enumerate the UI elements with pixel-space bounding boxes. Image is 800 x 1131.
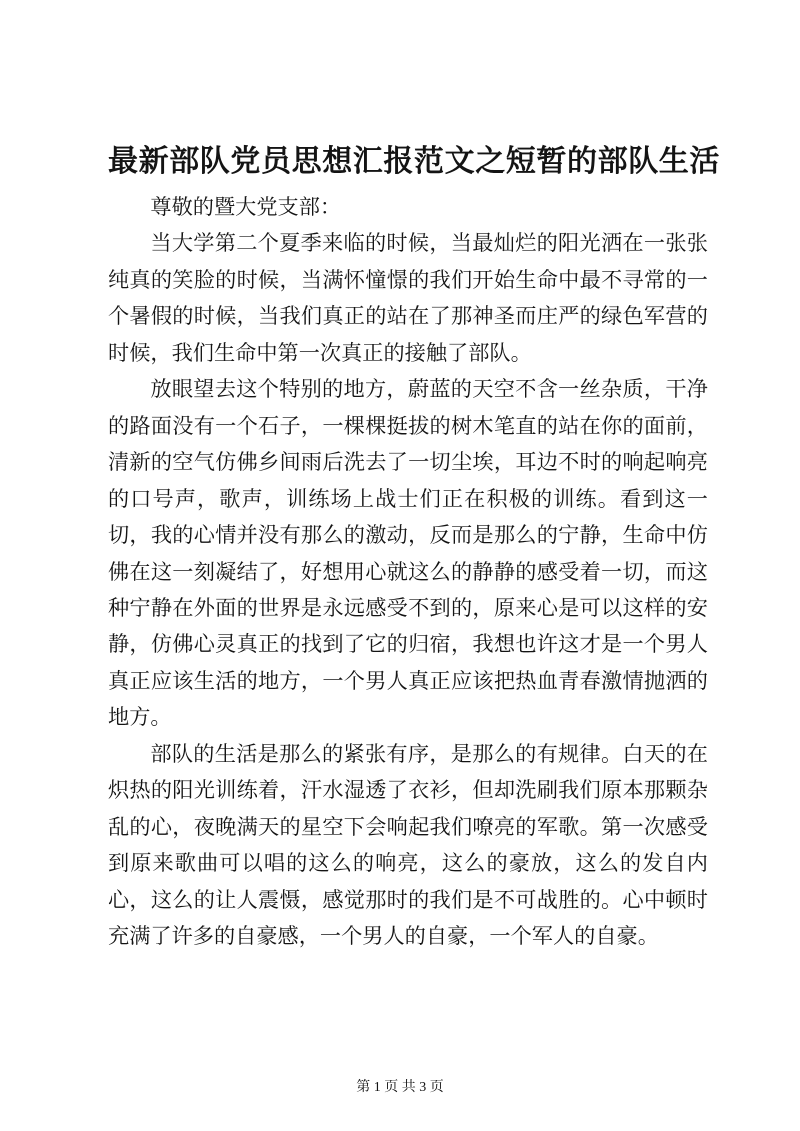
page-footer: 第 1 页 共 3 页 xyxy=(356,1080,444,1095)
paragraph-1: 当大学第二个夏季来临的时候，当最灿烂的阳光洒在一张张纯真的笑脸的时候，当满怀憧憬的我们开始生命中最不寻常的一个暑假的时候，当我们真正的站在了那神圣而庄严的绿色军营的时候，我们生命中第一次真正的接触了部队。 xyxy=(108,230,708,365)
document-title: 最新部队党员思想汇报范文之短暂的部队生活 xyxy=(108,144,720,179)
document-body xyxy=(108,189,708,955)
salutation: 尊敬的暨大党支部： xyxy=(150,194,342,219)
paragraph-2: 放眼望去这个特别的地方，蔚蓝的天空不含一丝杂质，干净的路面没有一个石子，一棵棵挺拔的树木笔直的站在你的面前，清新的空气仿佛乡间雨后洗去了一切尘埃，耳边不时的响起响亮的口号声，歌声，训练场上战士们正在积极的训练。看到这一切，我的心情并没有那么的激动，反而是那么的宁静，生命中仿佛在这一刻凝结了，好想用心就这么的静静的感受着一切，而这种宁静在外面的世界是永远感受不到的，原来心是可以这样的安静，仿佛心灵真正的找到了它的归宿，我想也许这才是一个男人真正应该生活的地方，一个男人真正应该把热血青春激情抛洒的地方。 xyxy=(108,376,708,730)
paragraph-3: 部队的生活是那么的紧张有序，是那么的有规律。白天的在炽热的阳光训练着，汗水湿透了衣衫，但却洗刷我们原本那颗杂乱的心，夜晚满天的星空下会响起我们嘹亮的军歌。第一次感受到原来歌曲可以唱的这么的响亮，这么的豪放，这么的发自内心，这么的让人震慑，感觉那时的我们是不可战胜的。心中顿时充满了许多的自豪感，一个男人的自豪，一个军人的自豪。 xyxy=(108,740,708,949)
